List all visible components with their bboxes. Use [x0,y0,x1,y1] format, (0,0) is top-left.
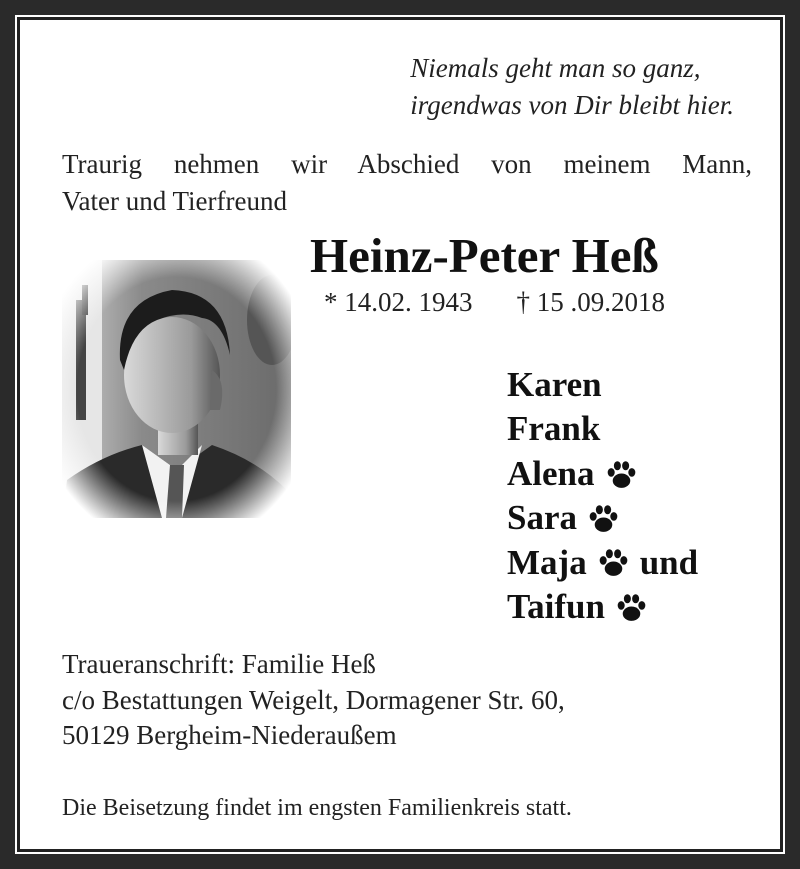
conjunction: und [639,542,699,582]
family-member-name: Frank [507,409,601,449]
intro-line-1: Traurig nehmen wir Abschied von meinem Mann, [62,149,752,179]
family-member-name: Karen [507,365,602,404]
quote-line-1: Niemals geht man so ganz, [410,53,701,83]
intro-line-2: Vater und Tierfreund [62,186,287,216]
birth-date: * 14.02. 1943 [324,287,473,317]
mourning-address [62,647,565,754]
paw-icon [615,591,648,624]
intro-text [62,146,752,220]
burial-notice: Die Beisetzung findet im engsten Familienkreis statt. [62,795,572,821]
address-line-2: c/o Bestattungen Weigelt, Dormagener Str. 60, [62,684,565,715]
paw-icon [597,546,630,579]
paw-icon [587,502,620,535]
family-member-name: Taifun [507,587,605,627]
portrait-photo [62,260,291,518]
family-member-name: Maja [507,542,587,582]
address-line-3: 50129 Bergheim-Niederaußem [62,720,397,750]
life-dates [324,284,665,320]
paw-icon [605,458,638,491]
family-list [507,363,698,629]
family-member [507,363,698,407]
deceased-name: Heinz-Peter Heß [310,228,659,283]
memorial-quote [410,50,734,124]
address-line-1: Traueranschrift: Familie Heß [62,649,376,679]
family-member-name: Alena [507,453,595,493]
quote-line-2: irgendwas von Dir bleibt hier. [410,90,734,120]
death-date: † 15 .09.2018 [516,287,665,317]
family-member [507,452,698,496]
family-member-name: Sara [507,498,577,538]
family-member [507,541,698,585]
family-member [507,585,698,629]
family-member [507,496,698,540]
family-member [507,407,698,451]
